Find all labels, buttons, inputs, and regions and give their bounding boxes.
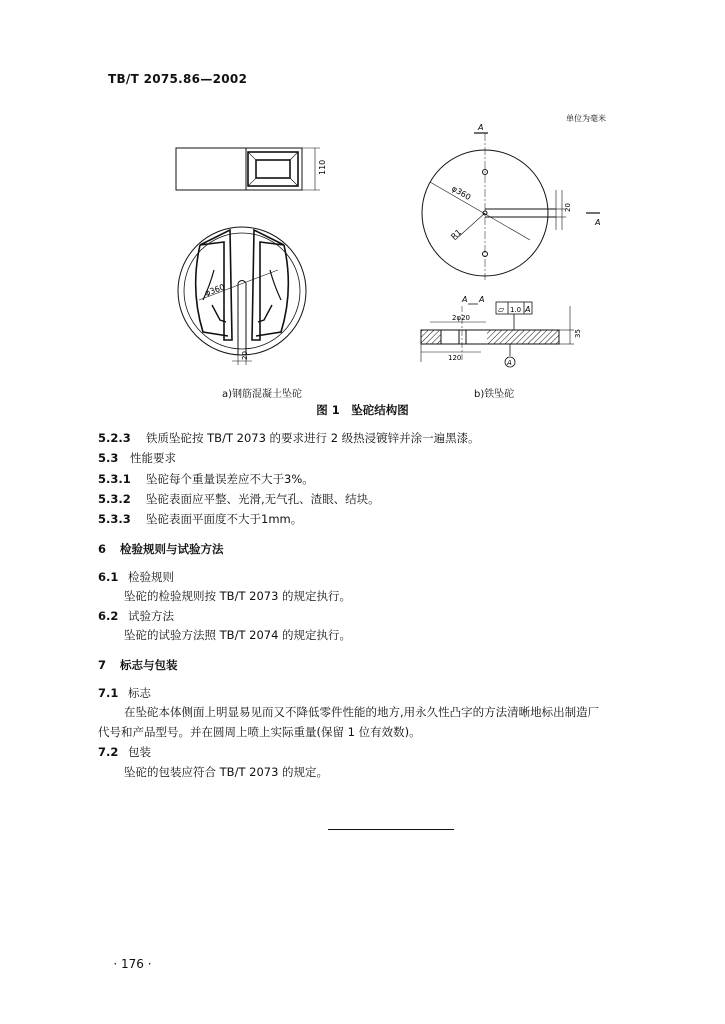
fig-b-dim-radius: R1 [449, 227, 464, 242]
end-rule [328, 829, 454, 830]
fig-b-caption: b)铁坠砣 [474, 389, 515, 400]
fig-b-section-view [421, 306, 574, 367]
flatness-tolerance: 1.0 [510, 306, 522, 314]
fig-b-dim-diameter: φ360 [450, 183, 473, 203]
fig-b-dim-slot: 20 [564, 203, 572, 212]
fig-b-section-a1: A [462, 295, 468, 304]
document-header: TB/T 2075.86—2002 [108, 72, 248, 86]
fig-b-top-view [422, 133, 600, 280]
clause-6-1-text: 坠砣的检验规则按 TB/T 2073 的规定执行。 [124, 589, 352, 603]
fig-a-side-view [176, 148, 320, 190]
section-7-heading: 7 标志与包装 [98, 658, 178, 672]
fig-b-section-a2: A [479, 295, 485, 304]
flatness-symbol: ▱ [498, 305, 505, 314]
figure-1-drawing [0, 0, 725, 400]
figure-caption: 图 1 坠砣结构图 [316, 403, 409, 417]
clause-6-2-text: 坠砣的试验方法照 TB/T 2074 的规定执行。 [124, 628, 352, 642]
page-number: · 176 · [113, 957, 152, 971]
fig-b-section-label-top: A [478, 123, 484, 132]
clause-5-3: 5.3 性能要求 [98, 451, 176, 465]
clause-7-2-text: 坠砣的包装应符合 TB/T 2073 的规定。 [124, 765, 329, 779]
clause-7-1-text-1: 在坠砣本体侧面上明显易见而又不降低零件性能的地方,用永久性凸字的方法清晰地标出制造厂 [124, 705, 600, 719]
fig-a-caption: a)钢筋混凝土坠砣 [222, 389, 303, 400]
fig-b-datum-marker: A [507, 359, 512, 367]
clause-6-2: 6.2 试验方法 [98, 609, 174, 623]
clause-7-1-text-2: 代号和产品型号。并在圆周上喷上实际重量(保留 1 位有效数)。 [98, 725, 421, 739]
fig-a-dim-height: 110 [318, 159, 327, 175]
fig-b-dim-thickness: 35 [574, 329, 582, 338]
clause-6-1: 6.1 检验规则 [98, 570, 174, 584]
section-6-heading: 6 检验规则与试验方法 [98, 542, 224, 556]
fig-a-dim-diameter: φ360 [203, 282, 226, 298]
clause-7-2: 7.2 包装 [98, 745, 151, 759]
fig-b-dim-hole: 2φ20 [452, 314, 470, 322]
flatness-datum: A [525, 305, 531, 314]
clause-7-1: 7.1 标志 [98, 686, 151, 700]
fig-a-top-view [178, 227, 306, 365]
clause-5-3-2: 5.3.2 坠砣表面应平整、光滑,无气孔、渣眼、结块。 [98, 492, 380, 506]
fig-a-dim-slot: 20 [241, 351, 249, 360]
clause-5-3-3: 5.3.3 坠砣表面平面度不大于1mm。 [98, 512, 303, 526]
unit-note: 单位为毫米 [566, 114, 606, 123]
clause-5-3-1: 5.3.1 坠砣每个重量误差应不大于3%。 [98, 472, 314, 486]
fig-b-section-label-right: A [595, 218, 601, 227]
fig-b-dim-offset: 120 [448, 354, 462, 362]
clause-5-2-3: 5.2.3 铁质坠砣按 TB/T 2073 的要求进行 2 级热浸镀锌并涂一遍黑漆。 [98, 431, 480, 445]
